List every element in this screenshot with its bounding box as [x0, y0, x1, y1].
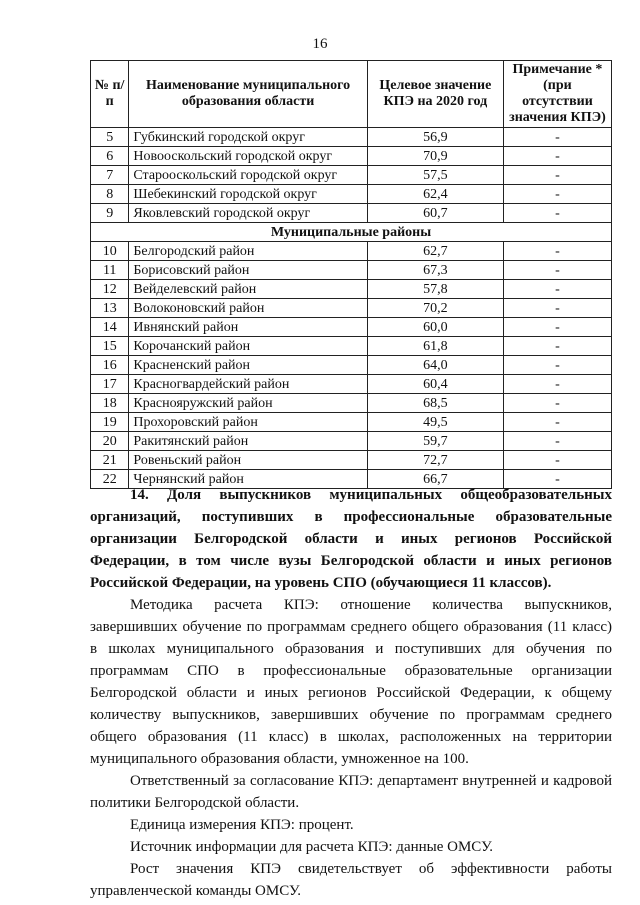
methodology-paragraph: Методика расчета КПЭ: отношение количества выпускников, завершивших обучение по программам среднего общего образования (11 класс) в школах муниципального образования и поступивших для обучения по программам СПО в профессиональные образовательные организации Белгородской области и иных регионов Российской Федерации, к общему количеству выпускников, завершивших обучение по программам среднего общего образования (11 класс) в школах, расположенных на территории муниципального образования области, умноженное на 100. [90, 597, 612, 767]
row-number: 18 [91, 394, 129, 413]
row-value: 62,7 [367, 242, 503, 261]
table-row [91, 299, 612, 318]
row-value: 70,2 [367, 299, 503, 318]
responsible-paragraph: Ответственный за согласование КПЭ: департамент внутренней и кадровой политики Белгородской области. [90, 773, 612, 811]
row-value: 49,5 [367, 413, 503, 432]
row-value: 57,5 [367, 166, 503, 185]
row-note: - [503, 394, 611, 413]
row-note: - [503, 185, 611, 204]
row-note: - [503, 242, 611, 261]
header-name: Наименование муниципального образования области [129, 61, 367, 128]
row-note: - [503, 280, 611, 299]
page-number: 16 [312, 36, 328, 52]
row-name: Красненский район [129, 356, 367, 375]
row-number: 5 [91, 128, 129, 147]
table-row [91, 128, 612, 147]
row-value: 60,7 [367, 204, 503, 223]
row-value: 56,9 [367, 128, 503, 147]
row-note: - [503, 432, 611, 451]
row-note: - [503, 413, 611, 432]
row-note: - [503, 299, 611, 318]
header-note-title: Примечание * [512, 62, 603, 77]
row-number: 16 [91, 356, 129, 375]
header-note-sub: (при отсутствии значения КПЭ) [509, 78, 606, 125]
row-note: - [503, 128, 611, 147]
table-row [91, 337, 612, 356]
table-row [91, 204, 612, 223]
header-num: № п/п [91, 61, 129, 128]
table-row [91, 413, 612, 432]
row-number: 15 [91, 337, 129, 356]
row-number: 8 [91, 185, 129, 204]
row-value: 68,5 [367, 394, 503, 413]
row-number: 17 [91, 375, 129, 394]
table-row [91, 318, 612, 337]
row-value: 70,9 [367, 147, 503, 166]
row-name: Красногвардейский район [129, 375, 367, 394]
row-number: 20 [91, 432, 129, 451]
kpe-table [90, 60, 612, 489]
header-note [503, 61, 611, 128]
table-row [91, 451, 612, 470]
row-note: - [503, 166, 611, 185]
table-row [91, 166, 612, 185]
section-title: Муниципальные районы [91, 223, 612, 242]
table-row [91, 356, 612, 375]
row-number: 14 [91, 318, 129, 337]
table-body-urban [91, 128, 612, 223]
row-value: 64,0 [367, 356, 503, 375]
source-paragraph: Источник информации для расчета КПЭ: данные ОМСУ. [130, 839, 494, 855]
row-name: Шебекинский городской округ [129, 185, 367, 204]
row-note: - [503, 375, 611, 394]
row-name: Ракитянский район [129, 432, 367, 451]
row-value: 60,0 [367, 318, 503, 337]
section-14-text [90, 484, 612, 902]
row-name: Губкинский городской округ [129, 128, 367, 147]
table-section [91, 223, 612, 242]
row-note: - [503, 470, 611, 489]
row-value: 59,7 [367, 432, 503, 451]
row-name: Ивнянский район [129, 318, 367, 337]
row-name: Чернянский район [129, 470, 367, 489]
row-value: 60,4 [367, 375, 503, 394]
row-note: - [503, 204, 611, 223]
row-note: - [503, 337, 611, 356]
row-number: 21 [91, 451, 129, 470]
row-name: Белгородский район [129, 242, 367, 261]
row-number: 10 [91, 242, 129, 261]
table-row [91, 261, 612, 280]
row-name: Краснояружский район [129, 394, 367, 413]
row-name: Яковлевский городской округ [129, 204, 367, 223]
row-name: Вейделевский район [129, 280, 367, 299]
row-number: 11 [91, 261, 129, 280]
table-row [91, 185, 612, 204]
table-row [91, 394, 612, 413]
row-note: - [503, 147, 611, 166]
row-number: 7 [91, 166, 129, 185]
unit-paragraph: Единица измерения КПЭ: процент. [130, 817, 354, 833]
row-note: - [503, 356, 611, 375]
row-name: Корочанский район [129, 337, 367, 356]
row-name: Новооскольский городской округ [129, 147, 367, 166]
table-body-districts [91, 242, 612, 489]
row-number: 6 [91, 147, 129, 166]
row-value: 66,7 [367, 470, 503, 489]
row-value: 67,3 [367, 261, 503, 280]
row-value: 72,7 [367, 451, 503, 470]
row-value: 61,8 [367, 337, 503, 356]
table-header-row [91, 61, 612, 128]
row-number: 19 [91, 413, 129, 432]
header-value: Целевое значение КПЭ на 2020 год [367, 61, 503, 128]
row-note: - [503, 318, 611, 337]
table-row [91, 280, 612, 299]
growth-paragraph: Рост значения КПЭ свидетельствует об эффективности работы управленческой команды ОМСУ. [90, 861, 612, 899]
row-note: - [503, 261, 611, 280]
table-row [91, 147, 612, 166]
table-row [91, 242, 612, 261]
row-number: 22 [91, 470, 129, 489]
row-name: Прохоровский район [129, 413, 367, 432]
table-row [91, 432, 612, 451]
row-name: Ровеньский район [129, 451, 367, 470]
row-number: 13 [91, 299, 129, 318]
row-number: 9 [91, 204, 129, 223]
row-name: Старооскольский городской округ [129, 166, 367, 185]
table-row [91, 375, 612, 394]
row-name: Волоконовский район [129, 299, 367, 318]
row-value: 62,4 [367, 185, 503, 204]
row-value: 57,8 [367, 280, 503, 299]
row-number: 12 [91, 280, 129, 299]
section-14-heading: 14. Доля выпускников муниципальных общеобразовательных организаций, поступивших в профессиональные образовательные организации Белгородской области и иных регионов Российской Федерации, в том числе вузы Белгородской области и иных регионов Российской Федерации, на уровень СПО (обучающиеся 11 классов). [90, 487, 612, 591]
row-name: Борисовский район [129, 261, 367, 280]
section-row [91, 223, 612, 242]
row-note: - [503, 451, 611, 470]
